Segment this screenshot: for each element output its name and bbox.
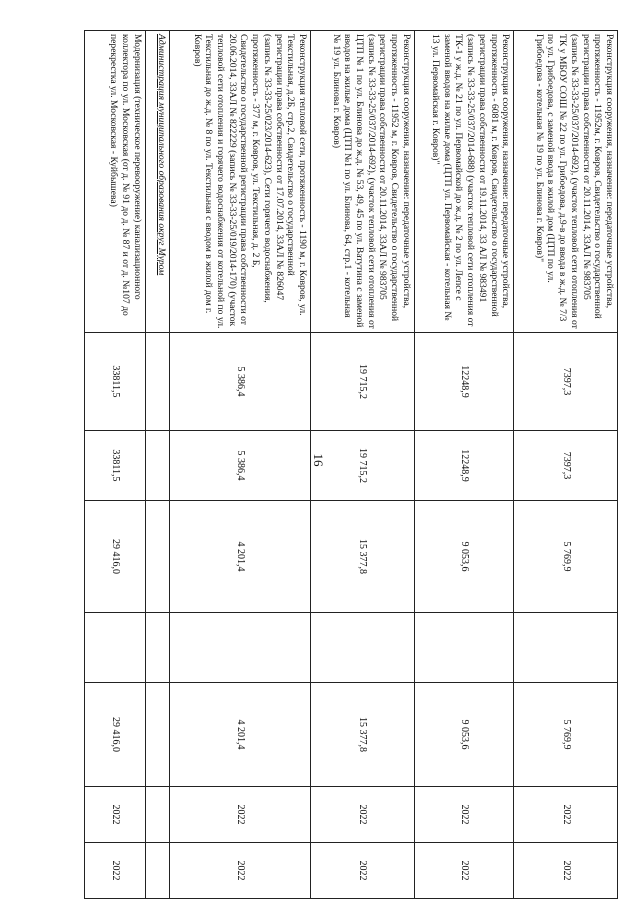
row-description: Реконструкция сооружения, назначение: передаточные устройства, протяженность - 6081 м, г. Ковров, Свидетельство о государственной регистрации права собственности от 19.11.2014, 33 АЛ № 983491 (запись № 33-33-25/037/2014-688) (участок тепловой сети отопления от ТК-1 у ж.д. № 21 по ул. Первомайской до ж.д. № 2 по ул. Лепсе с заменой вводов на жилые дома (ЦТП ул. Первомайская - котельная № 13 ул. Первомайская г. Ковров)" (414, 31, 513, 333)
row-year-end: 2022 (85, 843, 146, 899)
row-total-2: 7397,3 (514, 431, 618, 501)
row-year-start: 2022 (310, 787, 414, 843)
row-value-1: 4 201,4 (170, 501, 311, 613)
row-year-start: 2022 (170, 787, 311, 843)
rotated-table-wrapper (84, 30, 618, 898)
row-total-2: 12248,9 (414, 431, 513, 501)
row-value-2 (414, 613, 513, 683)
table-row (514, 31, 618, 899)
table-row (414, 31, 513, 899)
row-value-3: 29 416,0 (85, 683, 146, 787)
row-total: 19 715,2 (310, 333, 414, 431)
empty-cell (145, 431, 170, 501)
row-value-2 (85, 613, 146, 683)
row-total-2: 33811,5 (85, 431, 146, 501)
row-value-3: 4 201,4 (170, 683, 311, 787)
row-value-3: 9 053,6 (414, 683, 513, 787)
section-title: Администрация муниципального образования округ Муром (156, 34, 168, 276)
row-year-end: 2022 (514, 843, 618, 899)
empty-cell (145, 501, 170, 613)
table-row (310, 31, 414, 899)
row-total: 33811,5 (85, 333, 146, 431)
row-value-2 (170, 613, 311, 683)
row-year-start: 2022 (414, 787, 513, 843)
row-total: 7397,3 (514, 333, 618, 431)
table-row (170, 31, 311, 899)
empty-cell (145, 683, 170, 787)
row-total: 12248,9 (414, 333, 513, 431)
empty-cell (145, 333, 170, 431)
empty-cell (145, 787, 170, 843)
row-value-2 (310, 613, 414, 683)
row-year-end: 2022 (170, 843, 311, 899)
row-description: Модернизация (техническое перевооружение) канализационного коллектора по ул. Московская (от д. № 91 до д. № 87 и от д. №107 до перекрестка ул. Московская - Куйбышева) (85, 31, 146, 333)
row-value-1: 29 416,0 (85, 501, 146, 613)
section-title-cell (145, 31, 170, 333)
row-total-2: 5 386,4 (170, 431, 311, 501)
empty-cell (145, 843, 170, 899)
row-description: Реконструкция сооружения, назначение: передаточные устройства, протяженность - 11952 м, г. Ковров, Свидетельство о государственной регистрации права собственности от 20.11.2014, 33АЛ № 983705 (запись № 33-33-25/037/2014-692), (участок тепловой сети отопления от ЦТП № 1 по ул. Блинова до ж.д. № 53, 49, 45 по ул. Ватутина с заменой вводов на жилые дома (ЦТП №1 по ул. Блинова, 64, стр.1 - котельная № 19 ул. Блинова г. Ковров) (310, 31, 414, 333)
row-description: Реконструкция сооружения, назначение: передаточные устройства, протяженность - 11952м, г. Ковров, Свидетельство о государственной регистрации права собственности от 20.11.2014, 33АЛ № 983705 (запись № 33-33-25/037/2014-692), (участок тепловой сети отопления от ТК у МБОУ СОШ № 22 по ул. Грибоедова, д.9-в до ввода в ж.д. № 7/3 по ул. Грибоедова, с заменой ввода в жилой дом (ЦТП по ул. Грибоедова - котельная № 19 по ул. Блинова г. Ковров)" (514, 31, 618, 333)
row-value-3: 15 377,8 (310, 683, 414, 787)
row-year-end: 2022 (310, 843, 414, 899)
row-total-2: 19 715,2 (310, 431, 414, 501)
page-number: 16 (311, 453, 326, 467)
row-value-1: 9 053,6 (414, 501, 513, 613)
row-value-1: 15 377,8 (310, 501, 414, 613)
investment-table (84, 30, 618, 899)
row-year-end: 2022 (414, 843, 513, 899)
row-total: 5 386,4 (170, 333, 311, 431)
section-row (145, 31, 170, 899)
row-value-1: 5 769,9 (514, 501, 618, 613)
row-year-start: 2022 (85, 787, 146, 843)
table-row (85, 31, 146, 899)
row-year-start: 2022 (514, 787, 618, 843)
empty-cell (145, 613, 170, 683)
row-value-2 (514, 613, 618, 683)
row-value-3: 5 769,9 (514, 683, 618, 787)
row-description: Реконструкция тепловой сети, протяженность - 1190 м, г. Ковров, ул. Текстильная, д.2Б, стр.2, Свидетельство о государственной регистрации права собственности от 17.07.2014, 33АЛ № 826047 (запись № 33-33-25/023/2014-623), Сети горячего водоснабжения, протяженность - 377 м, г. Ковров, ул. Текстильная, д. 2 Б, Свидетельство о государственной регистрации права собственности от 20.06.2014, 33АЛ № 822229 (запись № 33-33-25/019/2014-170) (участок тепловой сети отопления и горячего водоснабжения от котельной по ул. Текстильная до ж.д. № 8 по ул. Текстильная с вводом в жилой дом г. Ковров) (170, 31, 311, 333)
